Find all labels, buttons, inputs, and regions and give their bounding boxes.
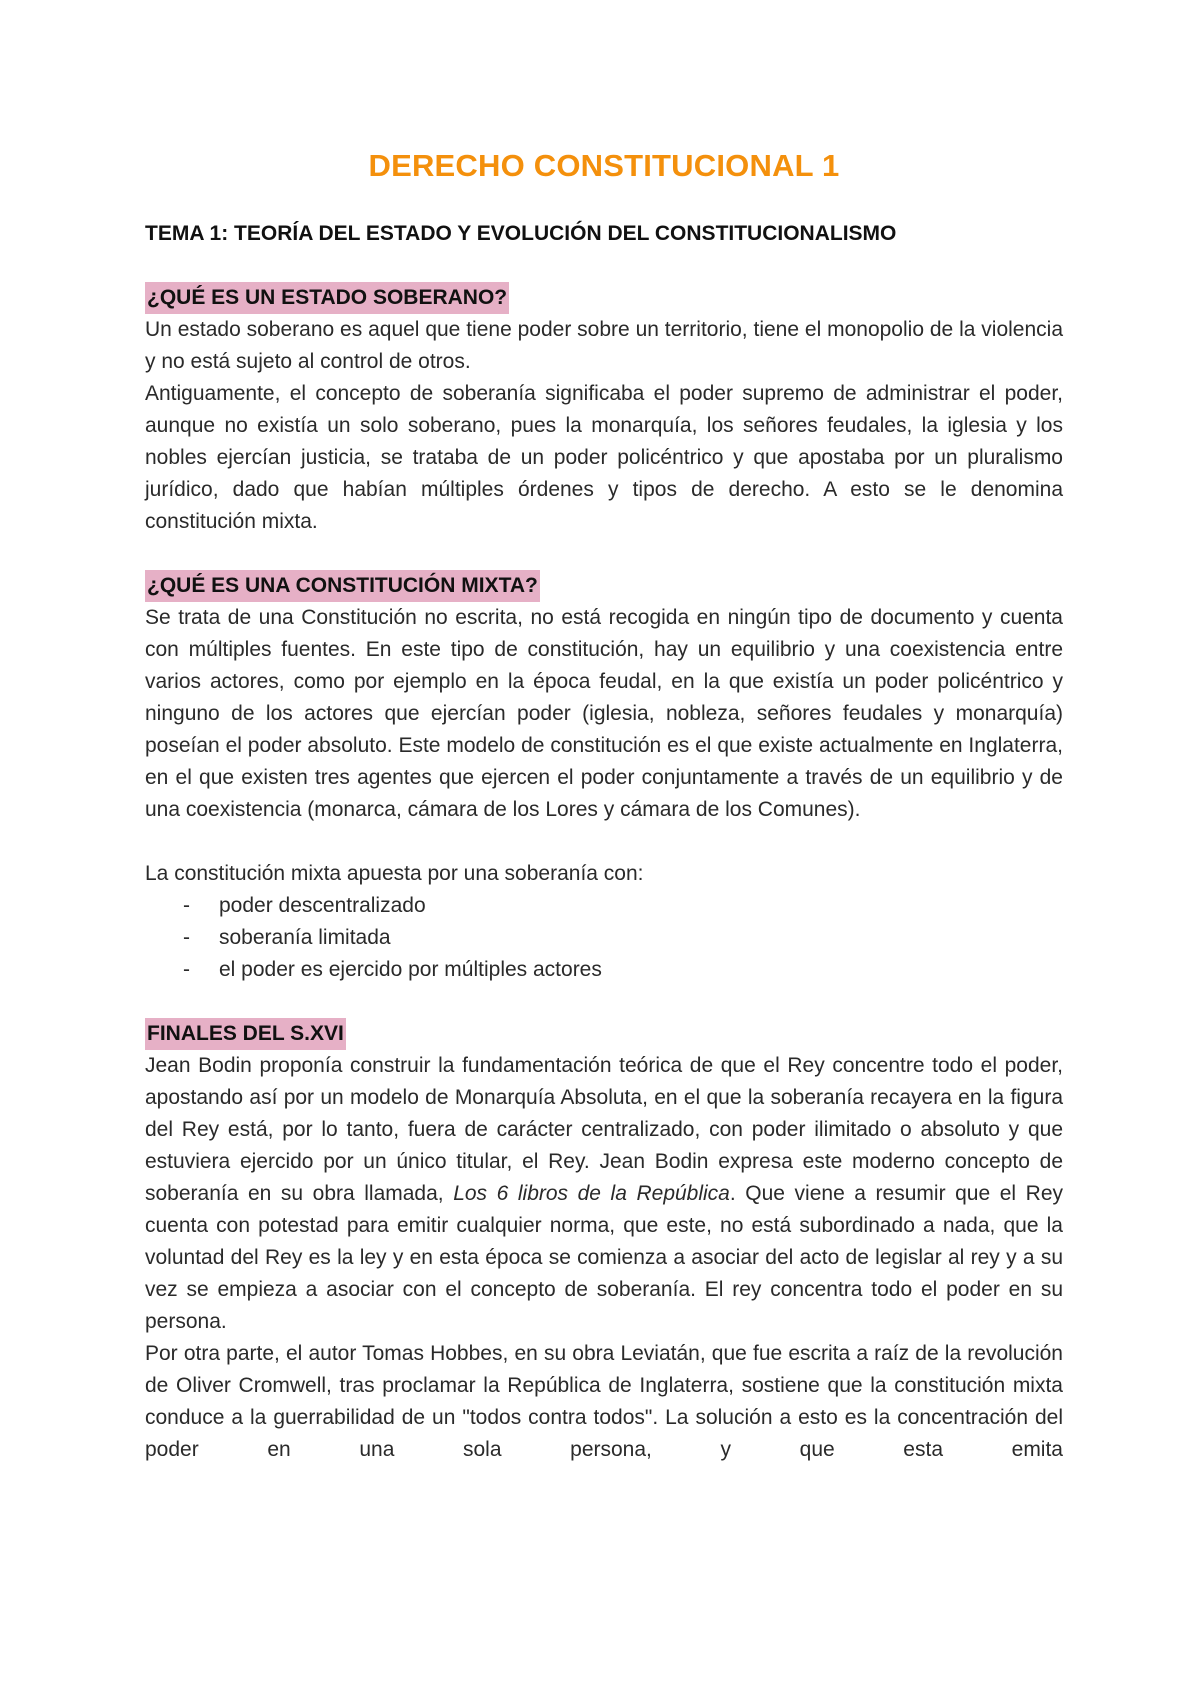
section-estado-soberano bbox=[145, 282, 1063, 538]
paragraph bbox=[145, 1050, 1063, 1338]
document-title: DERECHO CONSTITUCIONAL 1 bbox=[368, 148, 840, 183]
topic-heading: TEMA 1: TEORÍA DEL ESTADO Y EVOLUCIÓN DEL CONSTITUCIONALISMO bbox=[145, 222, 897, 245]
dash-marker: - bbox=[183, 926, 190, 949]
paragraph: La constitución mixta apuesta por una soberanía con: bbox=[145, 862, 644, 885]
paragraph: Por otra parte, el autor Tomas Hobbes, en su obra Leviatán, que fue escrita a raíz de la revolución de Oliver Cromwell, tras proclamar la República de Inglaterra, sostiene que la constitución mixta conduce a la guerrabilidad de un "todos contra todos". La solución a esto es la concentración del poder en una sola persona, y que esta emita bbox=[145, 1342, 1063, 1461]
list-item bbox=[145, 954, 1063, 986]
paragraph: Antiguamente, el concepto de soberanía significaba el poder supremo de administrar el poder, aunque no existía un solo soberano, pues la monarquía, los señores feudales, la iglesia y los nobles ejercían justicia, se trataba de un poder policéntrico y que apostaba por un pluralismo jurídico, dado que habían múltiples órdenes y tipos de derecho. A esto se le denomina constitución mixta. bbox=[145, 382, 1063, 533]
section-heading: ¿QUÉ ES UNA CONSTITUCIÓN MIXTA? bbox=[145, 570, 540, 602]
section-heading: FINALES DEL S.XVI bbox=[145, 1018, 346, 1050]
list-item-text: el poder es ejercido por múltiples actores bbox=[219, 958, 602, 981]
list-item bbox=[145, 890, 1063, 922]
section-finales-xvi bbox=[145, 1018, 1063, 1466]
paragraph-text: Jean Bodin proponía construir la fundamentación teórica de que el Rey concentre todo el poder, apostando así por un modelo de Monarquía Absoluta, en el que la soberanía recayera en la figura del Rey está, por lo tanto, fuera de carácter centralizado, con poder ilimitado o absoluto y que estuviera ejercido por un único titular, el Rey. Jean Bodin expresa este moderno concepto de soberanía en su obra llamada, bbox=[145, 1054, 1063, 1205]
list-item-text: poder descentralizado bbox=[219, 894, 426, 917]
book-title: Los 6 libros de la República bbox=[453, 1182, 730, 1205]
dash-marker: - bbox=[183, 958, 190, 981]
bullet-list bbox=[145, 890, 1063, 986]
paragraph-text: . Que viene a resumir que el Rey cuenta con potestad para emitir cualquier norma, que este, no está subordinado a nada, que la voluntad del Rey es la ley y en esta época se comienza a asociar del acto de legislar al rey y a su vez se empieza a asociar con el concepto de soberanía. El rey concentra todo el poder en su persona. bbox=[145, 1182, 1063, 1333]
section-heading: ¿QUÉ ES UN ESTADO SOBERANO? bbox=[145, 282, 509, 314]
document-body bbox=[145, 138, 1063, 1498]
section-constitucion-mixta bbox=[145, 570, 1063, 986]
paragraph: Un estado soberano es aquel que tiene poder sobre un territorio, tiene el monopolio de la violencia y no está sujeto al control de otros. bbox=[145, 318, 1063, 373]
paragraph: Se trata de una Constitución no escrita, no está recogida en ningún tipo de documento y cuenta con múltiples fuentes. En este tipo de constitución, hay un equilibrio y una coexistencia entre varios actores, como por ejemplo en la época feudal, en la que existía un poder policéntrico y ninguno de los actores que ejercían poder (iglesia, nobleza, señores feudales y monarquía) poseían el poder absoluto. Este modelo de constitución es el que existe actualmente en Inglaterra, en el que existen tres agentes que ejercen el poder conjuntamente a través de un equilibrio y de una coexistencia (monarca, cámara de los Lores y cámara de los Comunes). bbox=[145, 606, 1063, 821]
list-item bbox=[145, 922, 1063, 954]
dash-marker: - bbox=[183, 894, 190, 917]
list-item-text: soberanía limitada bbox=[219, 926, 391, 949]
